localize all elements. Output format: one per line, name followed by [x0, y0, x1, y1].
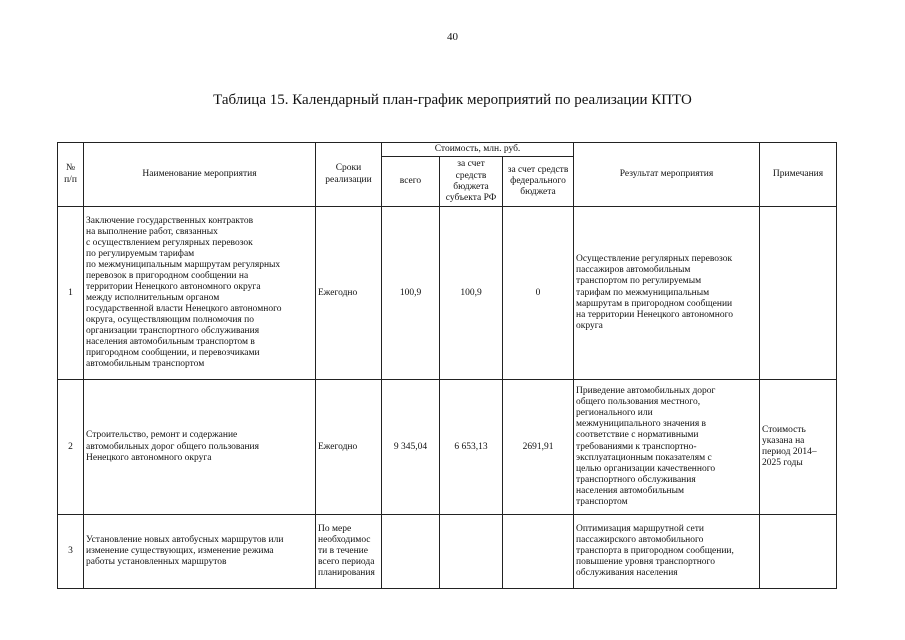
header-cost-group: Стоимость, млн. руб. — [382, 143, 574, 157]
row-num: 2 — [58, 380, 84, 515]
header-total: всего — [382, 157, 440, 207]
table-row — [58, 207, 837, 380]
row-total — [382, 515, 440, 589]
header-result: Результат мероприятия — [574, 143, 760, 207]
schedule-table — [57, 142, 837, 589]
table-row — [58, 380, 837, 515]
table-row — [58, 515, 837, 589]
row-terms: Ежегодно — [316, 380, 382, 515]
row-name: Заключение государственных контрактов на выполнение работ, связанных с осуществлением регулярных перевозок по регулируемым тарифам по межмуниципальным маршрутам регулярных перевозок в пригородном сообщении на территории Ненецкого автономного округа между исполнительным органом государственной власти Ненецкого автономного округа, осуществляющим полномочия по организации транспортного обслуживания населения автомобильным транспортом в пригородном сообщении, и перевозчиками автомобильным транспортом — [84, 207, 316, 380]
row-subject: 6 653,13 — [440, 380, 503, 515]
row-subject: 100,9 — [440, 207, 503, 380]
row-result: Приведение автомобильных дорог общего пользования местного, регионального или межмуниципального значения в соответствие с нормативными требованиями к транспортно- эксплуатационным показателям с целью организации качественного транспортного обслуживания населения автомобильным транспортом — [574, 380, 760, 515]
row-total: 100,9 — [382, 207, 440, 380]
row-num: 3 — [58, 515, 84, 589]
row-notes — [760, 515, 837, 589]
row-name: Строительство, ремонт и содержание автомобильных дорог общего пользования Ненецкого автономного округа — [84, 380, 316, 515]
header-federal: за счет средств федерального бюджета — [503, 157, 574, 207]
row-result: Оптимизация маршрутной сети пассажирского автомобильного транспорта в пригородном сообщении, повышение уровня транспортного обслуживания населения — [574, 515, 760, 589]
row-notes: Стоимость указана на период 2014– 2025 годы — [760, 380, 837, 515]
page-number: 40 — [447, 31, 458, 43]
row-subject — [440, 515, 503, 589]
header-num: № п/п — [58, 143, 84, 207]
row-terms: По мере необходимос ти в течение всего периода планирования — [316, 515, 382, 589]
row-num: 1 — [58, 207, 84, 380]
table-title: Таблица 15. Календарный план-график мероприятий по реализации КПТО — [213, 92, 692, 108]
header-notes: Примечания — [760, 143, 837, 207]
header-name: Наименование мероприятия — [84, 143, 316, 207]
row-result: Осуществление регулярных перевозок пассажиров автомобильным транспортом по регулируемым тарифам по межмуниципальным маршрутам в пригородном сообщении на территории Ненецкого автономного округа — [574, 207, 760, 380]
row-federal — [503, 515, 574, 589]
row-federal: 2691,91 — [503, 380, 574, 515]
row-total: 9 345,04 — [382, 380, 440, 515]
row-terms: Ежегодно — [316, 207, 382, 380]
header-terms: Сроки реализации — [316, 143, 382, 207]
row-notes — [760, 207, 837, 380]
row-name: Установление новых автобусных маршрутов или изменение существующих, изменение режима работы установленных маршрутов — [84, 515, 316, 589]
header-subject: за счет средств бюджета субъекта РФ — [440, 157, 503, 207]
row-federal: 0 — [503, 207, 574, 380]
